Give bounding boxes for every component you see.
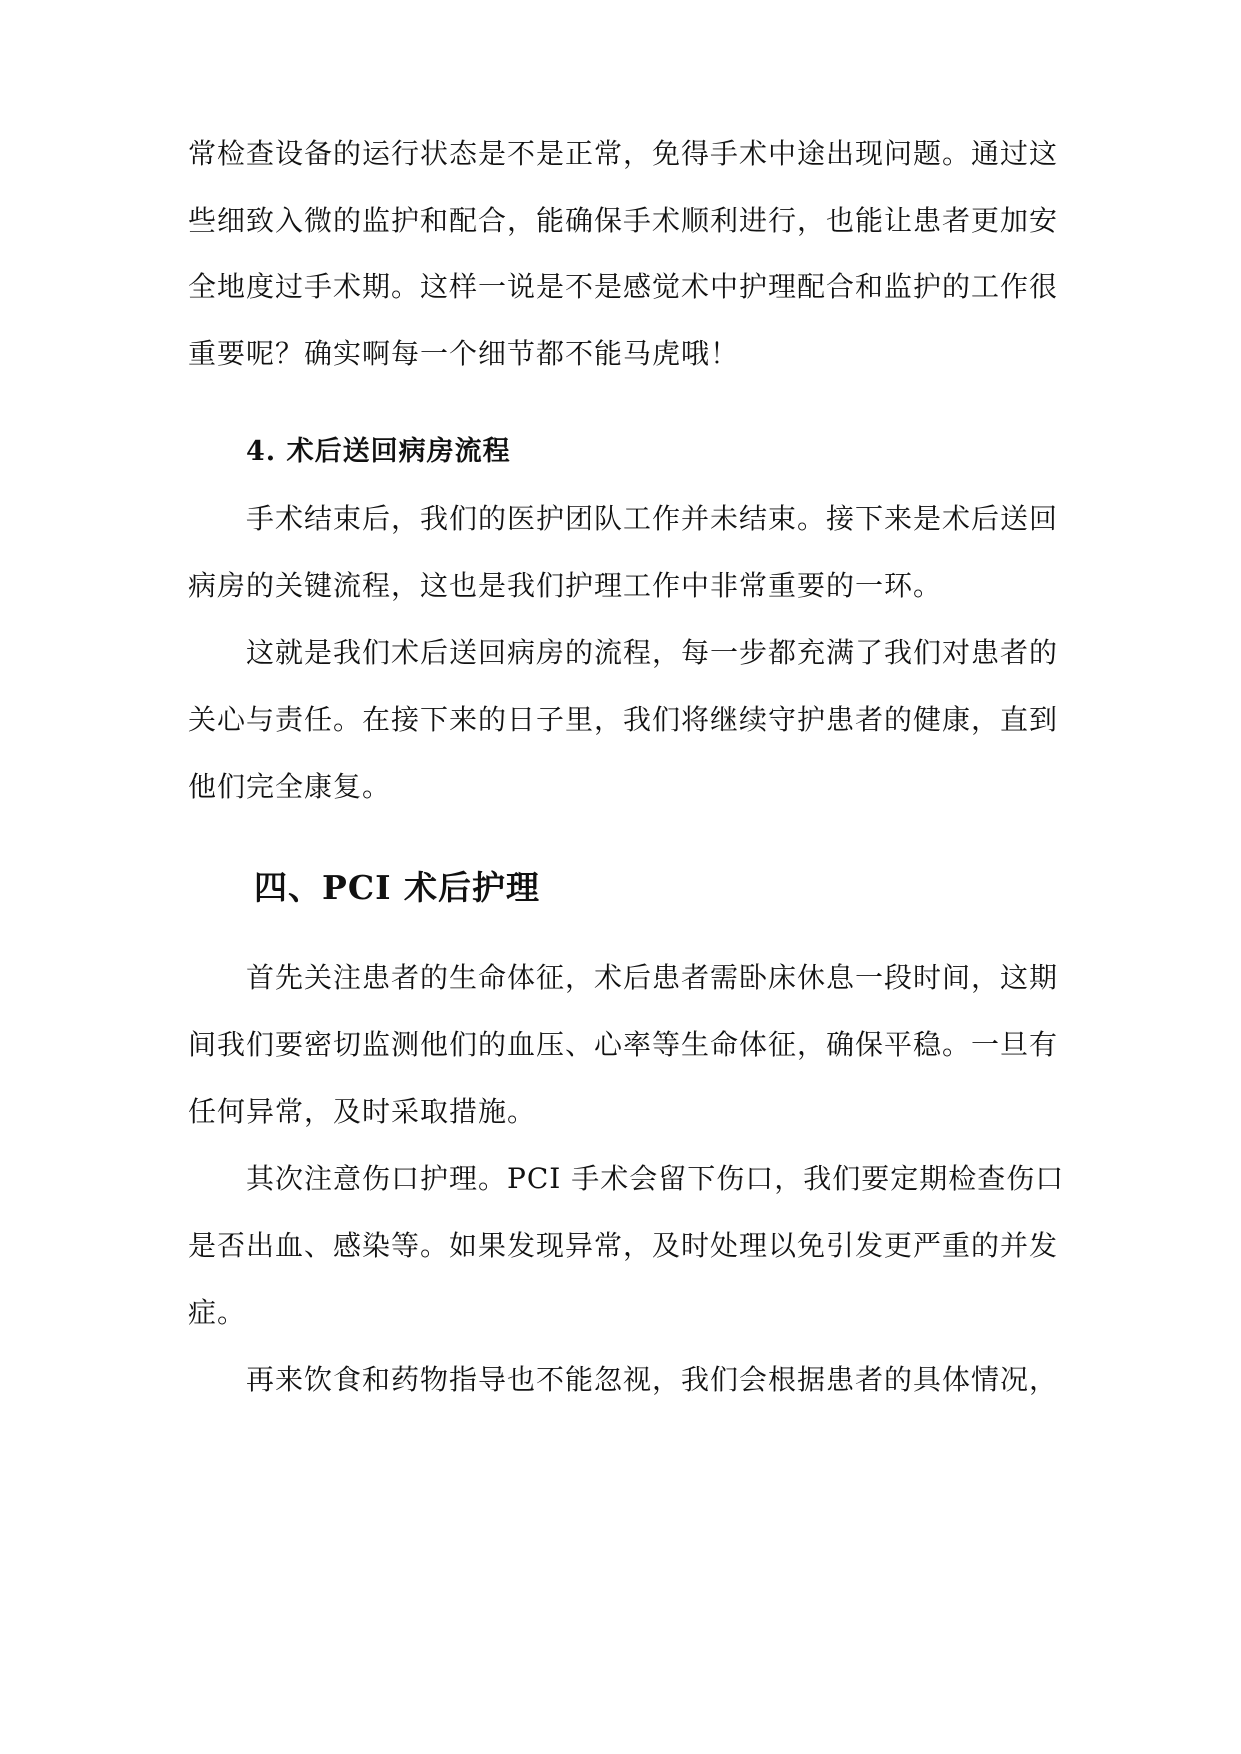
text-line: 其次注意伤口护理。PCI 手术会留下伤口，我们要定期检查伤口 bbox=[246, 1162, 1065, 1195]
subsection-heading: 4. 术后送回病房流程 bbox=[246, 436, 511, 467]
text-line: 症。 bbox=[188, 1296, 247, 1329]
text-line: 首先关注患者的生命体征，术后患者需卧床休息一段时间，这期 bbox=[246, 961, 1059, 994]
text-line: 病房的关键流程，这也是我们护理工作中非常重要的一环。 bbox=[188, 569, 943, 602]
text-line: 他们完全康复。 bbox=[188, 770, 392, 803]
section-heading: 四、PCI 术后护理 bbox=[254, 868, 541, 907]
text-line: 些细致入微的监护和配合，能确保手术顺利进行，也能让患者更加安 bbox=[188, 204, 1059, 237]
text-line: 任何异常，及时采取措施。 bbox=[188, 1095, 537, 1128]
text-line: 再来饮食和药物指导也不能忽视，我们会根据患者的具体情况， bbox=[246, 1363, 1059, 1396]
text-line: 全地度过手术期。这样一说是不是感觉术中护理配合和监护的工作很 bbox=[188, 270, 1059, 303]
text-line: 间我们要密切监测他们的血压、心率等生命体征，确保平稳。一旦有 bbox=[188, 1028, 1059, 1061]
text-line: 关心与责任。在接下来的日子里，我们将继续守护患者的健康，直到 bbox=[188, 703, 1059, 736]
text-line: 这就是我们术后送回病房的流程，每一步都充满了我们对患者的 bbox=[246, 636, 1059, 669]
text-line: 重要呢？确实啊每一个细节都不能马虎哦！ bbox=[188, 337, 740, 370]
text-line: 常检查设备的运行状态是不是正常，免得手术中途出现问题。通过这 bbox=[188, 137, 1059, 170]
text-line: 是否出血、感染等。如果发现异常，及时处理以免引发更严重的并发 bbox=[188, 1229, 1059, 1262]
text-line: 手术结束后，我们的医护团队工作并未结束。接下来是术后送回 bbox=[246, 502, 1059, 535]
